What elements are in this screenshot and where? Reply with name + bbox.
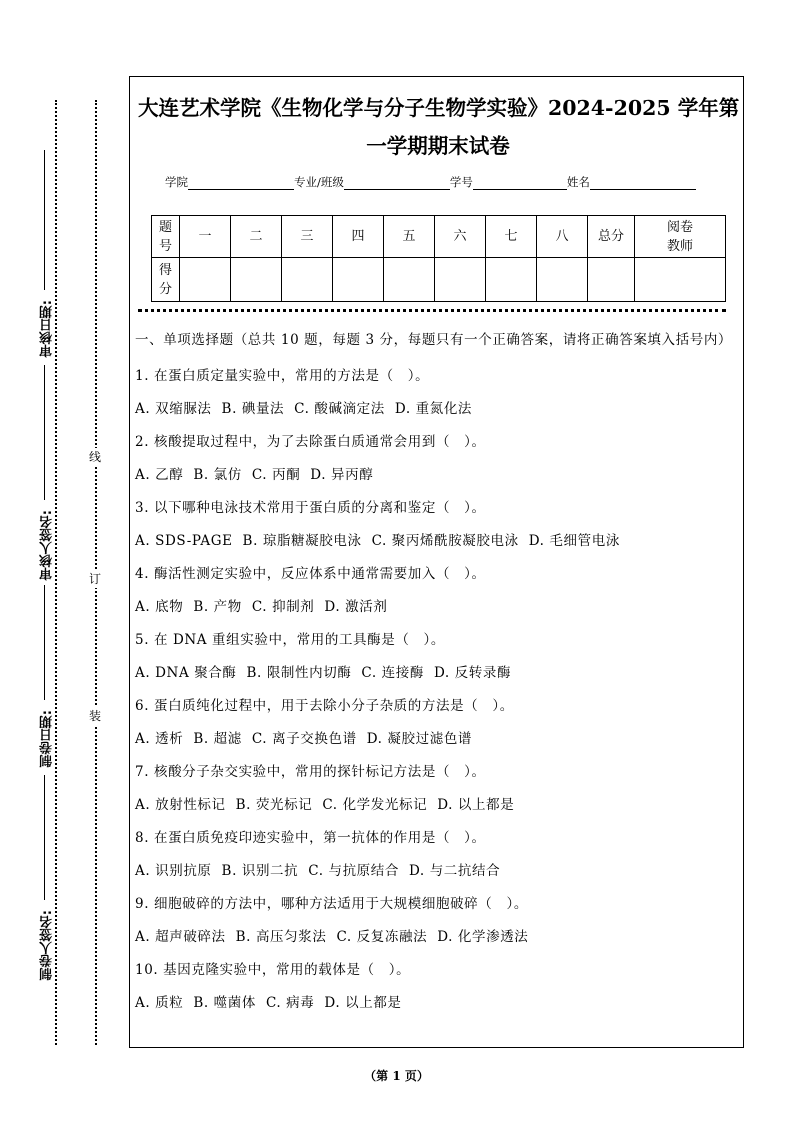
option-d: D. 与二抗结合 [408, 863, 501, 879]
col-8: 八 [537, 216, 588, 258]
col-4: 四 [333, 216, 384, 258]
option-a: A. 乙醇 [135, 467, 184, 483]
question-options [135, 723, 737, 756]
question-stem: 7. 核酸分子杂交实验中，常用的探针标记方法是（ ）。 [135, 764, 486, 780]
question-stem: 4. 酶活性测定实验中，反应体系中通常需要加入（ ）。 [135, 566, 486, 582]
option-d: D. 毛细管电泳 [528, 533, 620, 549]
option-b: B. 产物 [193, 599, 242, 615]
col-total: 总分 [588, 216, 635, 258]
option-b: B. 噬菌体 [193, 995, 256, 1011]
question-options [135, 921, 737, 954]
option-c: C. 酸碱滴定法 [294, 401, 385, 417]
question-options [135, 789, 737, 822]
question-options [135, 987, 737, 1020]
review-date-line [44, 150, 45, 290]
col-5: 五 [384, 216, 435, 258]
option-c: C. 化学发光标记 [322, 797, 428, 813]
score-cell[interactable] [231, 258, 282, 302]
major-class-field[interactable] [344, 177, 450, 190]
option-d: D. 激活剂 [324, 599, 388, 615]
score-cell[interactable] [333, 258, 384, 302]
question-stem: 1. 在蛋白质定量实验中，常用的方法是（ ）。 [135, 368, 430, 384]
review-date-label: 审核日期: [40, 300, 55, 358]
option-d: D. 反转录酶 [433, 665, 512, 681]
option-d: D. 化学渗透法 [437, 929, 529, 945]
col-1: 一 [180, 216, 231, 258]
question-stem: 3. 以下哪种电泳技术常用于蛋白质的分离和鉴定（ ）。 [135, 500, 486, 516]
question-stem: 2. 核酸提取过程中，为了去除蛋白质通常会用到（ ）。 [135, 434, 486, 450]
question-options [135, 657, 737, 690]
section-heading: 一、单项选择题（总共 10 题，每题 3 分，每题只有一个正确答案，请将正确答案填入括号内） [135, 332, 733, 348]
question-options [135, 855, 737, 888]
student-info-row [165, 174, 696, 190]
major-class-label: 专业/班级 [294, 175, 344, 189]
score-row-header: 得分 [152, 258, 180, 302]
exam-title-line2: 一学期期末试卷 [366, 134, 510, 158]
option-b: B. 氯仿 [193, 467, 242, 483]
option-b: B. 高压匀浆法 [235, 929, 327, 945]
col-grader: 阅卷教师 [635, 216, 726, 258]
cut-line-char: 线 [88, 450, 101, 464]
make-date-label: 制卷日期: [40, 710, 55, 768]
option-b: B. 碘量法 [221, 401, 285, 417]
question-stem: 5. 在 DNA 重组实验中，常用的工具酶是（ ）。 [135, 632, 445, 648]
cut-fold-char: 装 [88, 709, 101, 723]
score-table [151, 215, 726, 302]
option-a: A. 放射性标记 [135, 797, 226, 813]
option-a: A. 双缩脲法 [135, 401, 212, 417]
reviewer-sign-line [44, 365, 45, 500]
cut-bind-char: 订 [88, 572, 101, 586]
score-cell[interactable] [486, 258, 537, 302]
option-c: C. 连接酶 [361, 665, 424, 681]
maker-sign-line [44, 775, 45, 900]
make-date-line [44, 585, 45, 700]
reviewer-sign-label: 审核人签名: [40, 510, 55, 581]
maker-sign-label: 制卷人签名: [40, 910, 55, 981]
option-d: D. 凝胶过滤色谱 [366, 731, 473, 747]
college-field[interactable] [188, 177, 294, 190]
question-options [135, 525, 737, 558]
option-b: B. 识别二抗 [221, 863, 299, 879]
question-stem: 10. 基因克隆实验中，常用的载体是（ ）。 [135, 962, 411, 978]
option-c: C. 与抗原结合 [308, 863, 399, 879]
exam-title: 大连艺术学院《生物化学与分子生物学实验》2024-2025 学年第 [138, 96, 740, 120]
option-b: B. 限制性内切酶 [246, 665, 352, 681]
option-a: A. 底物 [135, 599, 184, 615]
option-c: C. 病毒 [265, 995, 315, 1011]
option-d: D. 以上都是 [324, 995, 402, 1011]
question-section [135, 330, 737, 1020]
col-2: 二 [231, 216, 282, 258]
student-id-label: 学号 [449, 175, 473, 189]
option-c: C. 聚丙烯酰胺凝胶电泳 [371, 533, 519, 549]
option-a: A. 质粒 [135, 995, 184, 1011]
option-d: D. 以上都是 [437, 797, 515, 813]
question-stem: 8. 在蛋白质免疫印迹实验中，第一抗体的作用是（ ）。 [135, 830, 486, 846]
score-cell[interactable] [180, 258, 231, 302]
question-stem: 9. 细胞破碎的方法中，哪种方法适用于大规模细胞破碎（ ）。 [135, 896, 528, 912]
score-cell[interactable] [282, 258, 333, 302]
question-options [135, 591, 737, 624]
student-id-field[interactable] [473, 177, 567, 190]
page-number: （第 1 页） [364, 1069, 429, 1083]
score-cell-total[interactable] [588, 258, 635, 302]
option-c: C. 抑制剂 [251, 599, 315, 615]
option-a: A. 透析 [135, 731, 184, 747]
college-label: 学院 [165, 175, 188, 189]
option-d: D. 重氮化法 [394, 401, 473, 417]
question-list [135, 360, 737, 1020]
score-cell[interactable] [537, 258, 588, 302]
question-stem: 6. 蛋白质纯化过程中，用于去除小分子杂质的方法是（ ）。 [135, 698, 514, 714]
col-6: 六 [435, 216, 486, 258]
score-cell[interactable] [435, 258, 486, 302]
question-options [135, 459, 737, 492]
option-a: A. DNA 聚合酶 [135, 665, 237, 681]
question-options [135, 393, 737, 426]
option-b: B. 荧光标记 [235, 797, 313, 813]
option-a: A. SDS-PAGE [135, 533, 233, 549]
option-c: C. 丙酮 [251, 467, 301, 483]
name-label: 姓名 [566, 175, 590, 189]
option-c: C. 离子交换色谱 [251, 731, 357, 747]
option-b: B. 超滤 [193, 731, 242, 747]
col-3: 三 [282, 216, 333, 258]
col-7: 七 [486, 216, 537, 258]
score-cell[interactable] [384, 258, 435, 302]
question-number-header: 题号 [152, 216, 180, 258]
signature-dotted-line [55, 100, 57, 1045]
option-c: C. 反复冻融法 [336, 929, 428, 945]
option-a: A. 识别抗原 [135, 863, 212, 879]
header-separator [138, 309, 726, 312]
score-cell-grader[interactable] [635, 258, 726, 302]
option-d: D. 异丙醇 [310, 467, 374, 483]
name-field[interactable] [590, 177, 696, 190]
option-b: B. 琼脂糖凝胶电泳 [242, 533, 362, 549]
option-a: A. 超声破碎法 [135, 929, 226, 945]
